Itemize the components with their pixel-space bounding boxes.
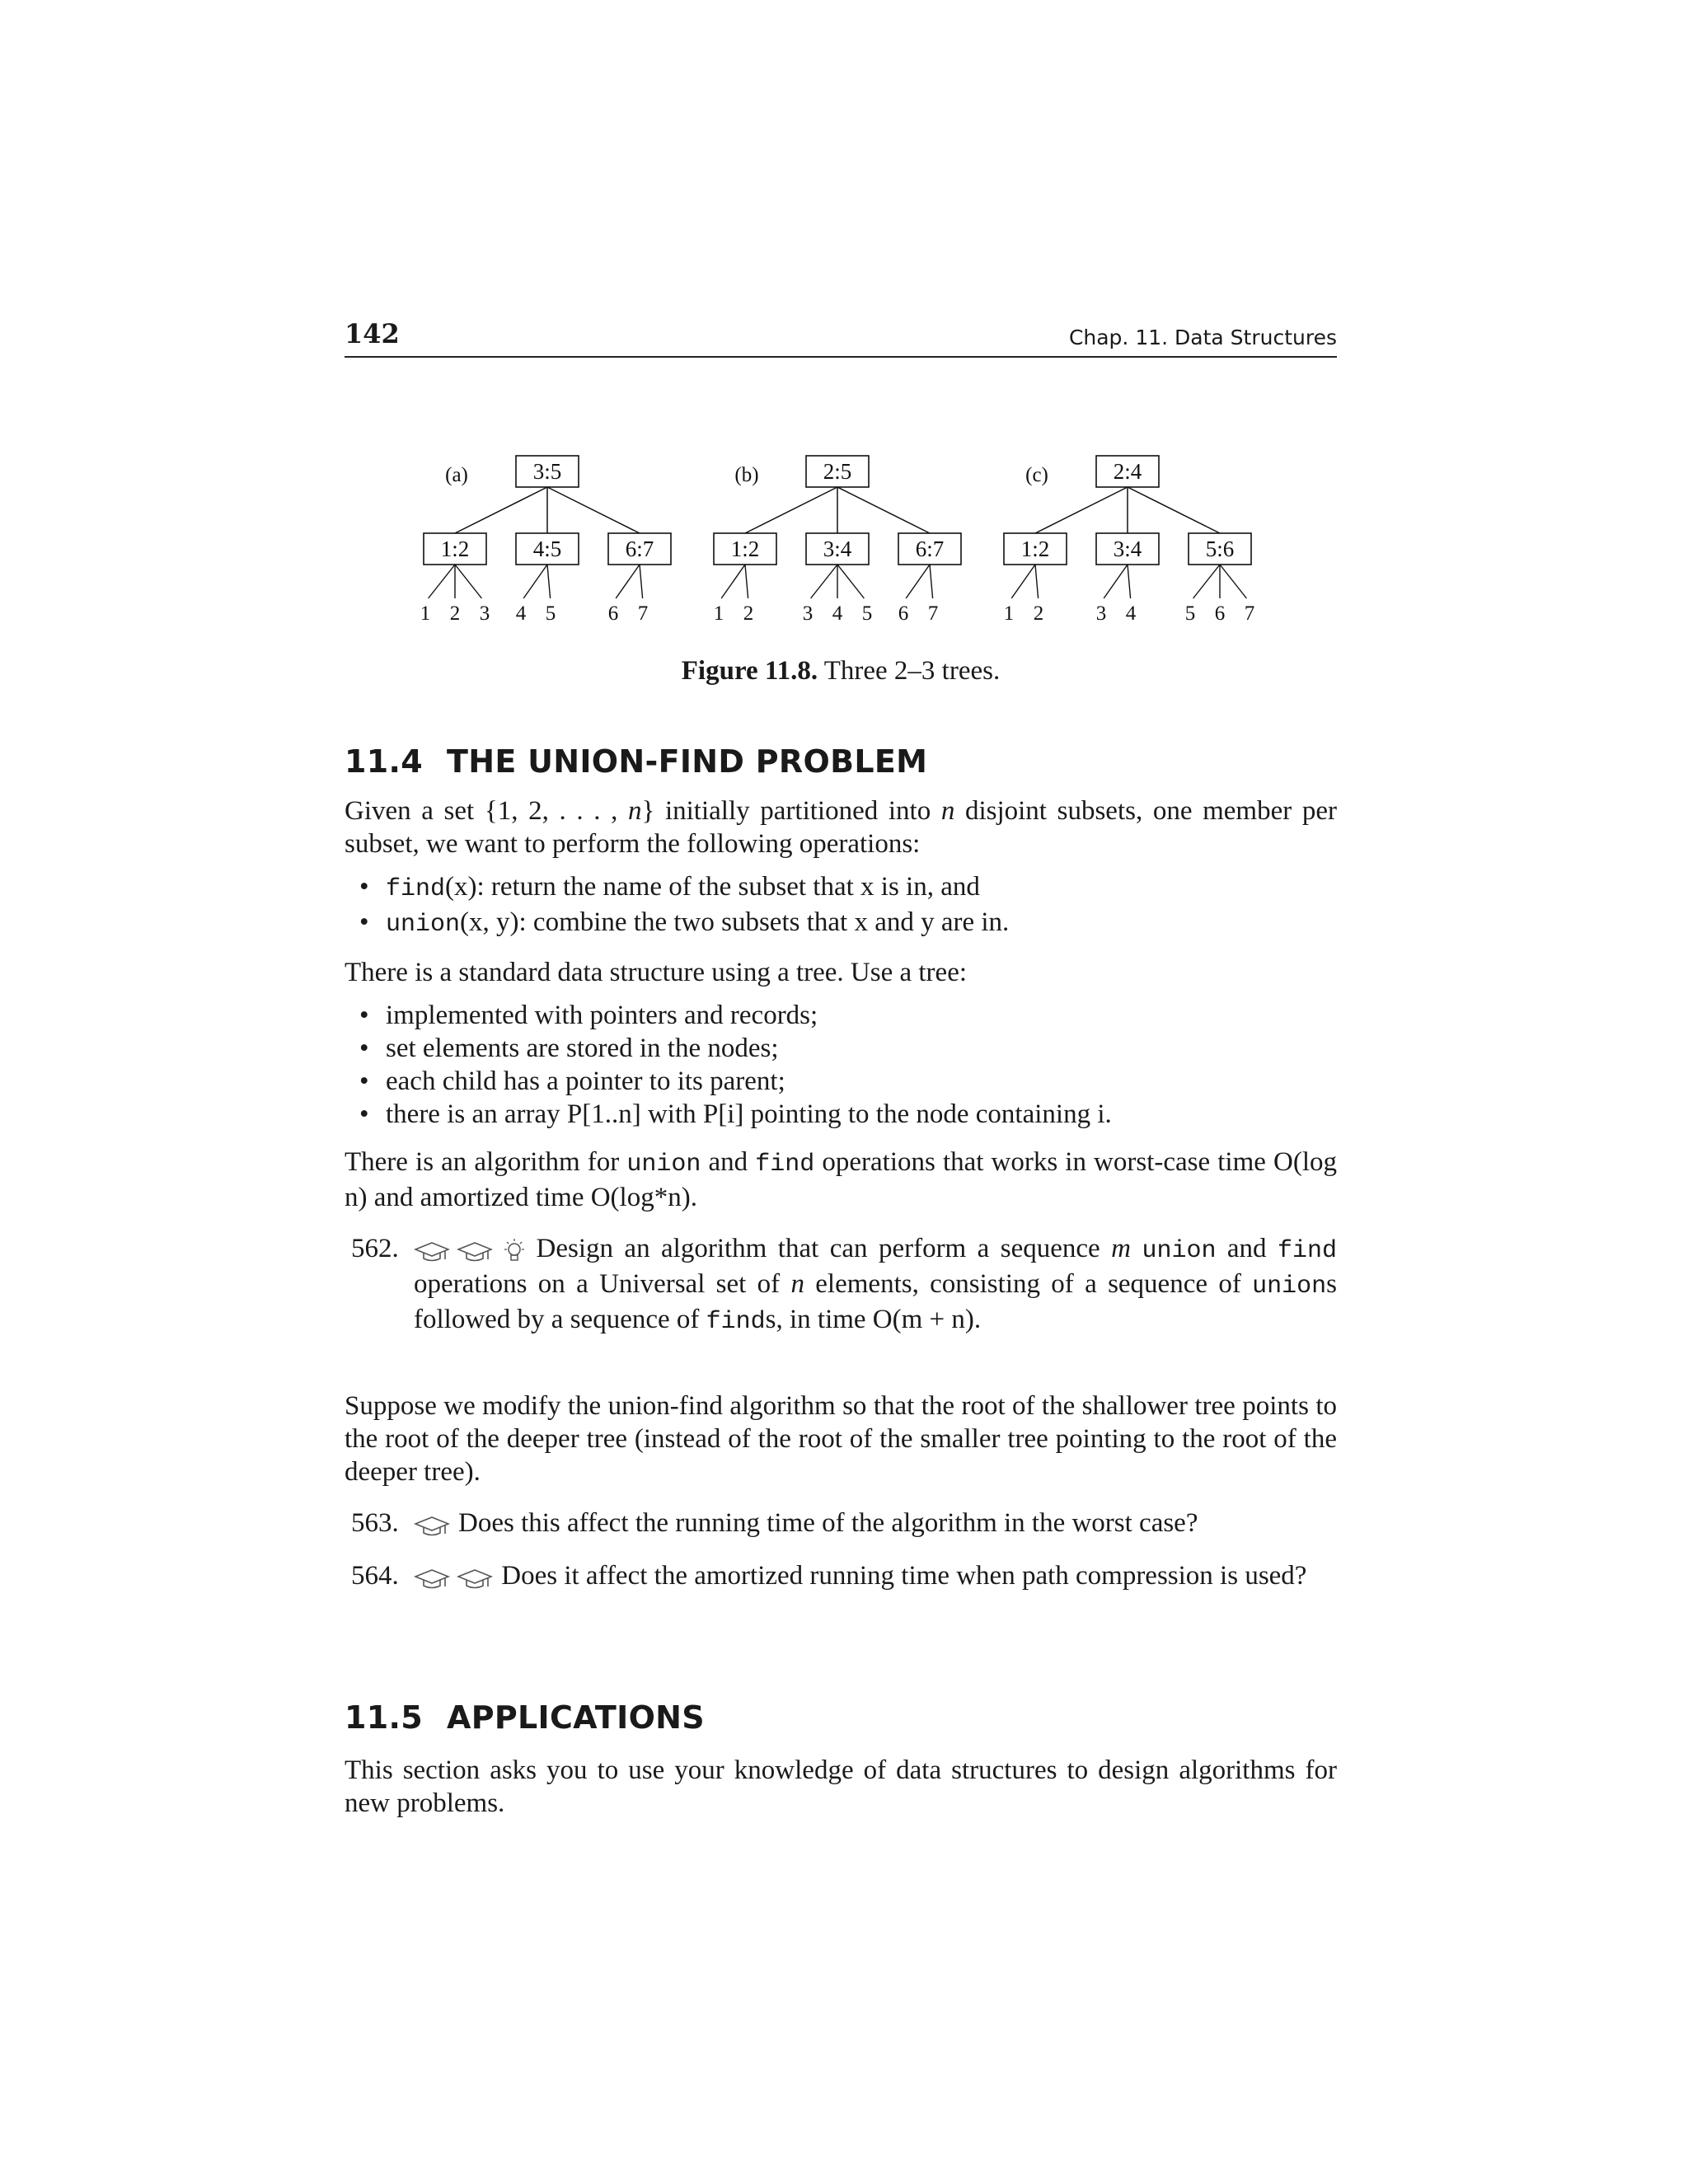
- intro-paragraph: Given a set {1, 2, . . . , n} initially partitioned into n disjoint subsets, one member per subset, we want to perform the following operations:: [345, 796, 1338, 859]
- section-title: APPLICATIONS: [447, 1699, 705, 1736]
- difficulty-icons: [414, 1234, 528, 1267]
- mortarboard-icon: [457, 1567, 493, 1591]
- section-number: 11.5: [345, 1699, 423, 1736]
- applications-paragraph: This section asks you to use your knowledge of data structures to design algorithms for new problems.: [345, 1755, 1337, 1818]
- tree-edge: [745, 487, 837, 533]
- section-number: 11.4: [345, 743, 423, 780]
- tree-edge: [1035, 487, 1128, 533]
- node-key: 3:4: [1113, 537, 1142, 561]
- leaf-label: 2: [449, 602, 461, 625]
- modification-paragraph: Suppose we modify the union-find algorithm so that the root of the shallower tree points to the root of the deeper tree (instead of the root of the smaller tree pointing to the root of the deeper tree).: [345, 1391, 1337, 1487]
- tree-edge: [930, 565, 933, 598]
- caption-text: Three 2–3 trees.: [823, 656, 1001, 686]
- leaf-label: 5: [861, 602, 873, 625]
- leaf-label: 7: [1244, 602, 1255, 625]
- mortarboard-icon: [414, 1567, 450, 1591]
- difficulty-icons: [414, 1561, 493, 1594]
- list-item: • set elements are stored in the nodes;: [359, 1033, 779, 1063]
- section-title: THE UNION-FIND PROBLEM: [447, 743, 928, 780]
- exercise-564: 564. Does it affect the amortized running time when path compression is used?: [345, 1559, 1337, 1594]
- node-key: 3:5: [532, 459, 562, 484]
- tree-edge: [547, 565, 551, 598]
- leaf-label: 7: [637, 602, 649, 625]
- tree-edge: [837, 487, 930, 533]
- mortarboard-icon: [414, 1514, 450, 1539]
- leaf-label: 3: [802, 602, 814, 625]
- page-number: 142: [345, 318, 400, 349]
- leaf-label: 4: [832, 602, 843, 625]
- tree-edge: [1193, 565, 1220, 598]
- node-key: 4:5: [532, 537, 562, 561]
- figure-11-8: [345, 358, 1337, 686]
- tree-edge: [1128, 487, 1220, 533]
- tree-edge: [1104, 565, 1128, 598]
- list-item: • implemented with pointers and records;: [359, 1001, 818, 1030]
- node-key: 2:4: [1113, 459, 1142, 484]
- node-key: 1:2: [1020, 537, 1050, 561]
- tree-edge: [906, 565, 930, 598]
- algorithm-paragraph: There is an algorithm for union and find operations that works in worst-case time O(log n) and amortized time O(log*n).: [345, 1147, 1338, 1212]
- tree-label: (a): [445, 464, 468, 486]
- exercise-number: 563.: [351, 1508, 399, 1538]
- tree-edge: [811, 565, 837, 598]
- leaf-label: 1: [713, 602, 724, 625]
- leaf-label: 5: [1184, 602, 1196, 625]
- exercise-number: 564.: [351, 1561, 399, 1591]
- tree-edge: [745, 565, 748, 598]
- node-key: 1:2: [440, 537, 470, 561]
- leaf-label: 3: [1095, 602, 1107, 625]
- list-item: • each child has a pointer to its parent;: [359, 1066, 785, 1096]
- tree-edge: [1128, 565, 1131, 598]
- chapter-title: Chap. 11. Data Structures: [1068, 326, 1337, 349]
- running-header: [345, 313, 1337, 358]
- tree-properties-list: [345, 999, 1337, 1131]
- tree-edge: [616, 565, 640, 598]
- leaf-label: 1: [1003, 602, 1015, 625]
- section-heading-11-4: [345, 743, 1337, 780]
- tree-edge: [429, 565, 455, 598]
- tree-edge: [1011, 565, 1035, 598]
- tree-edge: [721, 565, 745, 598]
- tree-edge: [455, 487, 547, 533]
- node-key: 2:5: [823, 459, 852, 484]
- difficulty-icons: [414, 1508, 450, 1541]
- tree-edge: [1220, 565, 1246, 598]
- tree-label: (b): [734, 464, 759, 486]
- leaf-label: 5: [545, 602, 556, 625]
- leaf-label: 2: [1033, 602, 1044, 625]
- leaf-label: 2: [743, 602, 754, 625]
- list-item: • there is an array P[1..n] with P[i] pointing to the node containing i.: [359, 1099, 1112, 1129]
- leaf-label: 1: [420, 602, 431, 625]
- section-heading-11-5: [345, 1699, 1337, 1736]
- exercise-562: 562. Design an algorithm that can perform a sequence m union and find operations on a Universal set of n elements, consisting of a sequence of unions followed by a sequence of finds, in time O(m + n).: [351, 1234, 1338, 1336]
- leaf-label: 6: [607, 602, 619, 625]
- exercise-number: 562.: [351, 1234, 399, 1263]
- mortarboard-icon: [414, 1240, 450, 1264]
- leaf-label: 6: [1214, 602, 1226, 625]
- tree-edge: [837, 565, 864, 598]
- caption-label: Figure 11.8.: [681, 656, 818, 686]
- list-item: • find(x): return the name of the subset that x is in, and: [359, 872, 980, 903]
- node-key: 5:6: [1205, 537, 1235, 561]
- mortarboard-icon: [457, 1240, 493, 1264]
- tree-edge: [1035, 565, 1039, 598]
- list-item: • union(x, y): combine the two subsets that x and y are in.: [359, 907, 1010, 939]
- tree-edge: [455, 565, 481, 598]
- lightbulb-icon: [500, 1238, 528, 1266]
- trees-diagram: [345, 358, 1337, 654]
- tree-edge: [547, 487, 640, 533]
- node-key: 6:7: [625, 537, 654, 561]
- leaf-label: 6: [898, 602, 909, 625]
- figure-caption: [345, 656, 1337, 687]
- tree-intro: There is a standard data structure using a tree. Use a tree:: [345, 958, 968, 987]
- operations-list: [345, 870, 1337, 941]
- node-key: 6:7: [915, 537, 945, 561]
- node-key: 1:2: [730, 537, 760, 561]
- node-key: 3:4: [823, 537, 852, 561]
- leaf-label: 7: [927, 602, 939, 625]
- exercise-563: 563. Does this affect the running time of the algorithm in the worst case?: [345, 1507, 1337, 1541]
- tree-edge: [523, 565, 547, 598]
- leaf-label: 4: [515, 602, 527, 625]
- page: [345, 313, 1337, 1820]
- tree-label: (c): [1025, 464, 1048, 486]
- leaf-label: 3: [479, 602, 490, 625]
- leaf-label: 4: [1125, 602, 1137, 625]
- tree-edge: [640, 565, 643, 598]
